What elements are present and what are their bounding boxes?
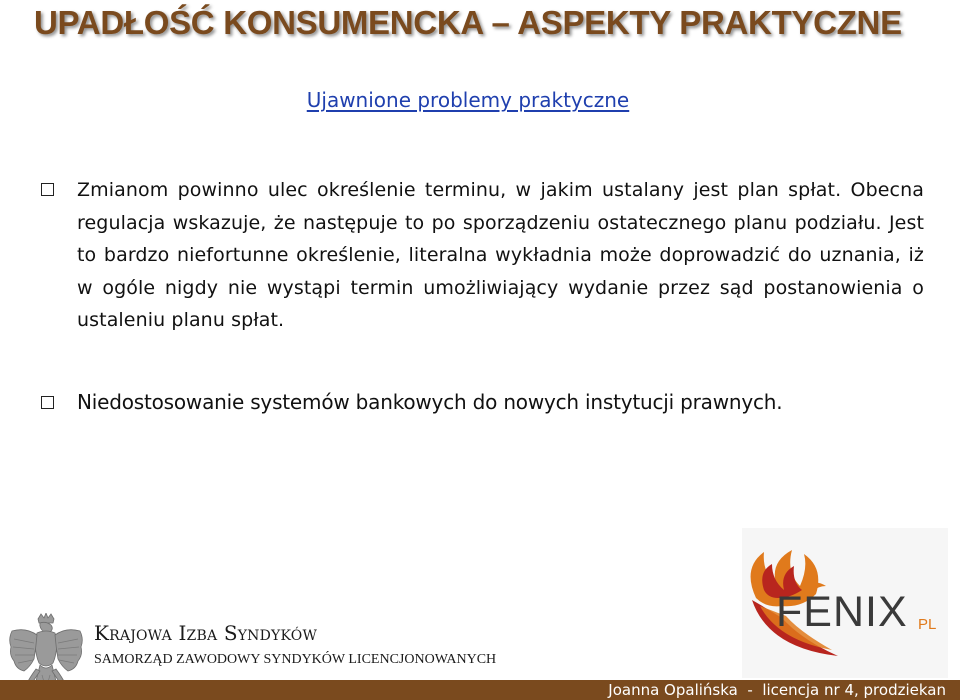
square-bullet-icon	[41, 396, 54, 409]
organization-name: Krajowa Izba Syndyków	[94, 621, 318, 645]
slide-title: UPADŁOŚĆ KONSUMENCKA – ASPEKTY PRAKTYCZNE	[34, 4, 902, 41]
bullet-item	[77, 174, 924, 337]
slide-subtitle: Ujawnione problemy praktyczne	[306, 88, 630, 112]
fenix-logo	[742, 528, 948, 678]
square-bullet-icon	[41, 183, 54, 196]
logo-suffix: PL	[918, 616, 937, 633]
footer-bar	[0, 680, 960, 700]
organization-subtitle: SAMORZĄD ZAWODOWY SYNDYKÓW LICENCJONOWANYCH	[94, 652, 497, 667]
bullet-text: Niedostosowanie systemów bankowych do nowych instytucji prawnych.	[77, 390, 783, 414]
logo-text: FENIX	[776, 588, 908, 636]
bullet-text: Zmianom powinno ulec określenie terminu, w jakim ustalany jest plan spłat. Obecna regulacja wskazuje, że następuje to po sporządzeniu ostatecznego planu podziału. Jest to bardzo niefortunne określenie, literalna wykładnia może doprowadzić do uznania, iż w ogóle nigdy nie wystąpi termin umożliwiający wydanie przez sąd postanowienia o ustaleniu planu spłat.	[77, 179, 924, 331]
bullet-item	[77, 386, 924, 419]
author-credit: Joanna Opalińska - licencja nr 4, prodziekan	[608, 681, 946, 699]
